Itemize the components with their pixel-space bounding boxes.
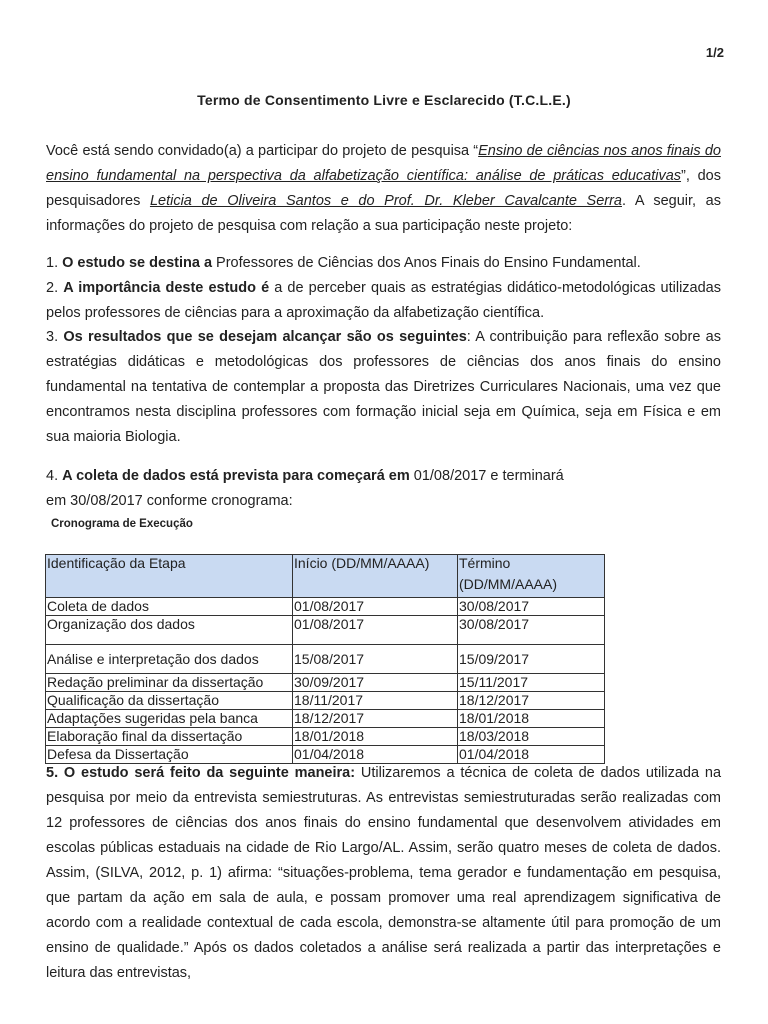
row-etapa: Coleta de dados — [46, 598, 293, 616]
item-1-number: 1. — [46, 255, 63, 271]
table-row — [46, 710, 605, 728]
schedule-header-row — [46, 555, 605, 598]
table-row — [46, 692, 605, 710]
researchers-names: Leticia de Oliveira Santos e do Prof. Dr. Kleber Cavalcante Serra — [149, 193, 622, 209]
row-inicio: 01/08/2017 — [293, 616, 458, 645]
item-4-text-line1: 01/08/2017 e terminará — [409, 468, 564, 484]
item-3 — [46, 325, 721, 450]
project-title: Ensino de ciências nos anos finais do ensino fundamental na perspectiva da alfabetização científica: análise de práticas educativas — [46, 143, 721, 184]
intro-middle: ”, dos pesquisadores — [46, 168, 721, 209]
intro-prefix: Você está sendo convidado(a) a participar do projeto de pesquisa “ — [46, 143, 479, 159]
row-termino: 18/01/2018 — [458, 710, 605, 728]
row-termino: 01/04/2018 — [458, 746, 605, 764]
document-title: Termo de Consentimento Livre e Esclarecido (T.C.L.E.) — [197, 92, 571, 108]
row-inicio: 18/12/2017 — [293, 710, 458, 728]
row-etapa: Defesa da Dissertação — [46, 746, 293, 764]
row-etapa: Elaboração final da dissertação — [46, 728, 293, 746]
row-termino: 15/11/2017 — [458, 674, 605, 692]
item-2-label: A importância deste estudo é — [63, 280, 270, 296]
row-termino: 18/12/2017 — [458, 692, 605, 710]
item-1-label: O estudo se destina a — [62, 255, 213, 271]
item-1 — [46, 251, 721, 276]
row-termino: 15/09/2017 — [458, 645, 605, 674]
row-etapa: Adaptações sugeridas pela banca — [46, 710, 293, 728]
item-5 — [46, 761, 721, 986]
item-4-label: A coleta de dados está prevista para começará em — [62, 468, 410, 484]
row-inicio: 01/04/2018 — [293, 746, 458, 764]
row-etapa: Qualificação da dissertação — [46, 692, 293, 710]
row-termino: 18/03/2018 — [458, 728, 605, 746]
schedule-caption: Cronograma de Execução — [51, 518, 193, 530]
header-inicio: Início (DD/MM/AAAA) — [293, 555, 458, 598]
item-1-text: Professores de Ciências dos Anos Finais do Ensino Fundamental. — [212, 255, 641, 271]
row-etapa: Organização dos dados — [46, 616, 293, 645]
table-row — [46, 674, 605, 692]
item-3-text: : A contribuição para reflexão sobre as estratégias didáticas e metodológicas dos professores de ciências dos anos finais do ensino fundamental na tentativa de contemplar a proposta das Diretrizes Curriculares Nacionais, uma vez que encontramos nesta disciplina professores com formação inicial seja em Química, seja em Física e em sua maioria Biologia. — [46, 329, 721, 445]
schedule-table — [45, 554, 605, 764]
item-3-label: Os resultados que se desejam alcançar são os seguintes — [63, 329, 467, 345]
page-number: 1/2 — [705, 45, 724, 60]
item-4 — [46, 464, 606, 514]
item-5-text: Utilizaremos a técnica de coleta de dados utilizada na pesquisa por meio da entrevista semiestruturas. As entrevistas semiestruturadas serão realizadas com 12 professores de ciências dos anos finais do ensino fundamental que desenvolvem atividades em escolas públicas estaduais na cidade de Rio Largo/AL. Assim, serão quatro meses de coleta de dados. Assim, (SILVA, 2012, p. 1) afirma: “situações-problema, tema gerador e fundamentação em pesquisa, que partam da ação em sala de aula, e possam promover uma real aprendizagem significativa de acordo com a realidade contextual de cada escola, demonstra-se altamente útil para promoção de um ensino de qualidade.” Após os dados coletados a análise será realizada a partir das interpretações e leitura das entrevistas, — [46, 765, 722, 981]
intro-paragraph — [46, 139, 721, 239]
row-inicio: 01/08/2017 — [293, 598, 458, 616]
row-inicio: 18/01/2018 — [293, 728, 458, 746]
table-row — [46, 645, 605, 674]
table-row — [46, 616, 605, 645]
header-etapa: Identificação da Etapa — [46, 555, 293, 598]
intro-suffix: . A seguir, as informações do projeto de pesquisa com relação a sua participação neste projeto: — [46, 193, 721, 234]
row-termino: 30/08/2017 — [458, 598, 605, 616]
row-inicio: 18/11/2017 — [293, 692, 458, 710]
item-2-number: 2. — [46, 280, 64, 296]
header-termino-line2: (DD/MM/AAAA) — [459, 576, 557, 592]
table-row — [46, 598, 605, 616]
header-termino-line1: Término — [459, 555, 511, 571]
row-inicio: 30/09/2017 — [293, 674, 458, 692]
item-4-text-line2: em 30/08/2017 conforme cronograma: — [46, 493, 293, 509]
header-termino — [458, 555, 605, 598]
row-termino: 30/08/2017 — [458, 616, 605, 645]
row-inicio: 15/08/2017 — [293, 645, 458, 674]
item-4-number: 4. — [46, 468, 63, 484]
item-3-number: 3. — [46, 329, 64, 345]
item-5-label: 5. O estudo será feito da seguinte maneira: — [46, 765, 356, 781]
table-row — [46, 728, 605, 746]
item-2 — [46, 276, 721, 326]
row-etapa: Redação preliminar da dissertação — [46, 674, 293, 692]
row-etapa: Análise e interpretação dos dados — [46, 645, 293, 674]
item-2-text: a de perceber quais as estratégias didático-metodológicas utilizadas pelos professores de ciências para a aproximação da alfabetização científica. — [46, 280, 721, 321]
